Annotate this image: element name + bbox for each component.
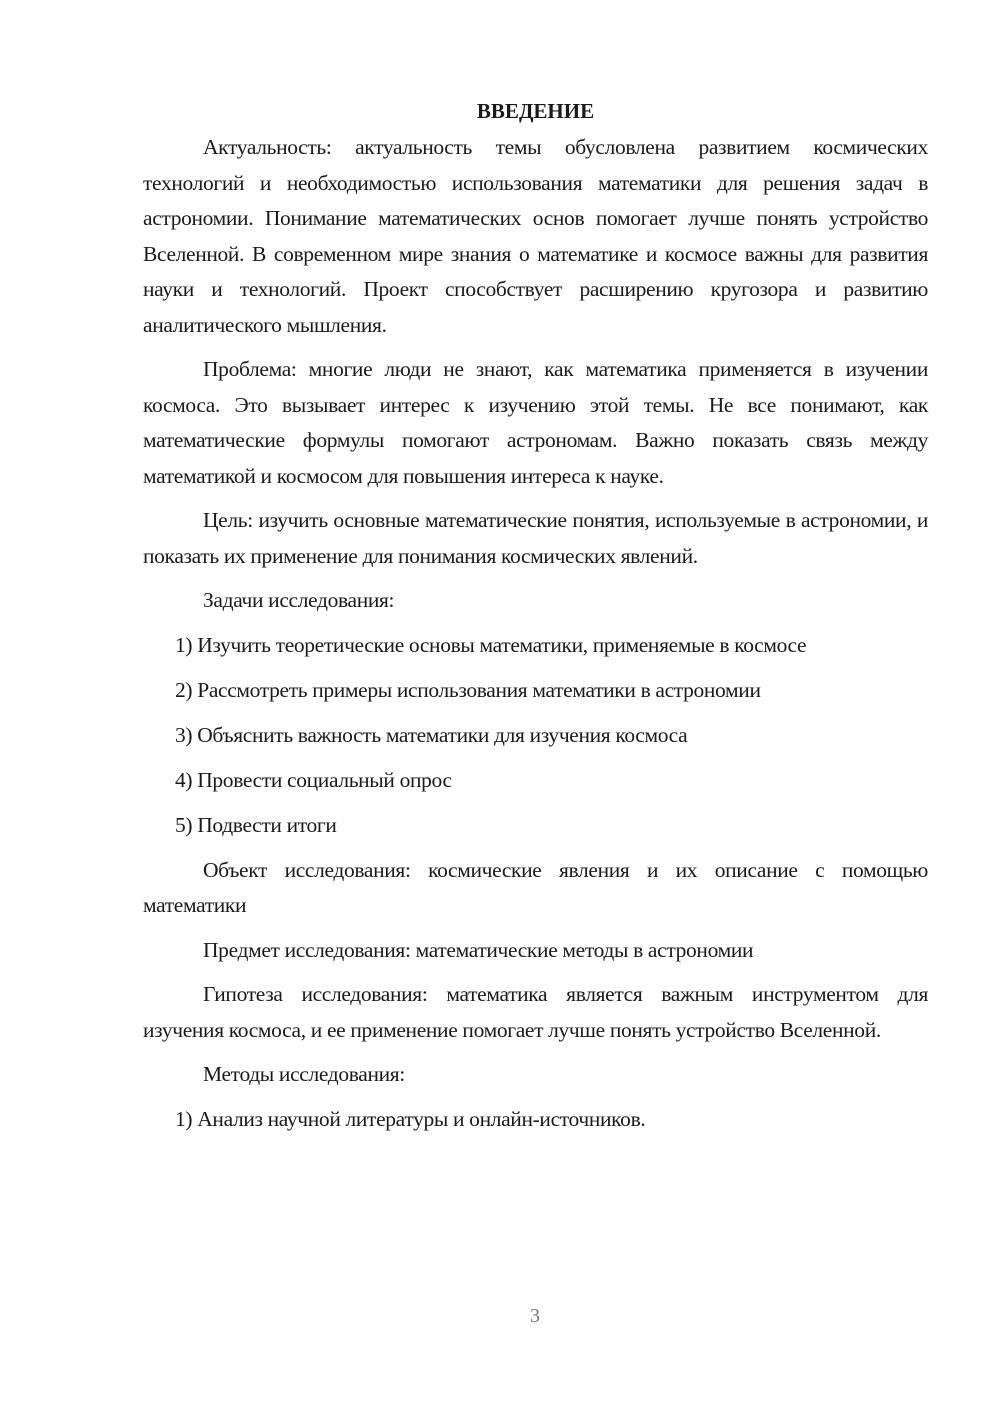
task-item: 2) Рассмотреть примеры использования математики в астрономии (175, 677, 761, 702)
task-item: 1) Изучить теоретические основы математики, применяемые в космосе (175, 632, 807, 657)
tasks-heading: Задачи исследования: (203, 588, 395, 612)
document-page (143, 95, 928, 1147)
methods-list (143, 1102, 928, 1138)
tasks-list (143, 628, 928, 844)
task-item: 5) Подвести итоги (175, 812, 337, 837)
section-title: ВВЕДЕНИЕ (476, 99, 595, 123)
relevance-paragraph: Актуальность: актуальность темы обусловлена развитием космических технологий и необходимостью использования математики для решения задач в астрономии. Понимание математических основ помогает лучше понять устройство Вселенной. В современном мире знания о математике и космосе важны для развития науки и технологий. Проект способствует расширению кругозора и развитию аналитического мышления. (143, 135, 928, 337)
problem-paragraph: Проблема: многие люди не знают, как математика применяется в изучении космоса. Это вызывает интерес к изучению этой темы. Не все понимают, как математические формулы помогают астрономам. Важно показать связь между математикой и космосом для повышения интереса к науке. (143, 357, 928, 488)
page-number: 3 (530, 1305, 540, 1327)
task-item: 4) Провести социальный опрос (175, 767, 452, 792)
task-item: 3) Объяснить важность математики для изучения космоса (175, 722, 688, 747)
method-item: 1) Анализ научной литературы и онлайн-источников. (175, 1106, 646, 1131)
goal-paragraph: Цель: изучить основные математические понятия, используемые в астрономии, и показать их применение для понимания космических явлений. (143, 508, 928, 568)
object-paragraph: Объект исследования: космические явления и их описание с помощью математики (143, 857, 928, 917)
subject-paragraph: Предмет исследования: математические методы в астрономии (203, 937, 754, 962)
methods-heading: Методы исследования: (203, 1062, 405, 1086)
hypothesis-paragraph: Гипотеза исследования: математика является важным инструментом для изучения космоса, и ее применение помогает лучше понять устройство Вселенной. (143, 982, 928, 1042)
